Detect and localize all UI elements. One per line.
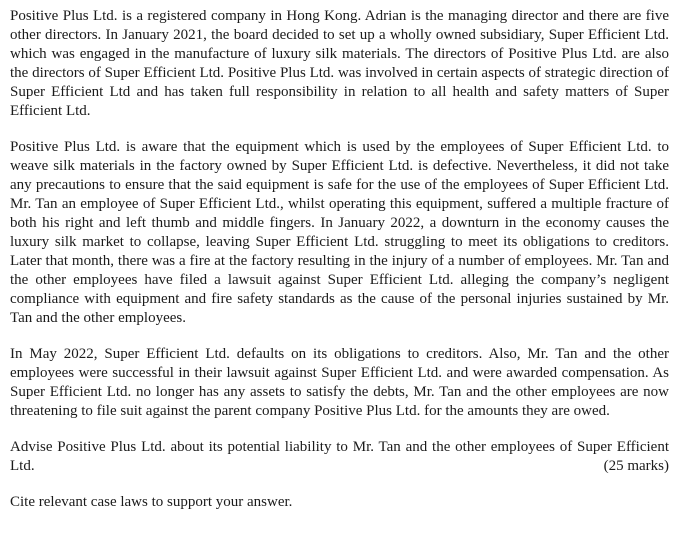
marks-label: (25 marks) [603, 458, 669, 474]
exam-question-text: Advise Positive Plus Ltd. about its potential liability to Mr. Tan and the other employees of Super Efficient Ltd. [10, 439, 669, 474]
paragraph-equipment-incident: Positive Plus Ltd. is aware that the equipment which is used by the employees of Super Efficient Ltd. to weave silk materials in the factory owned by Super Efficient Ltd. is defective. Nevertheless, it did not take any precautions to ensure that the said equipment is safe for the use of the employees of Super Efficient Ltd. Mr. Tan an employee of Super Efficient Ltd., whilst operating this equipment, suffered a multiple fracture of both his right and left thumb and middle fingers. In January 2022, a downturn in the economy causes the luxury silk market to collapse, leaving Super Efficient Ltd. struggling to meet its obligations to creditors. Later that month, there was a fire at the factory resulting in the injury of a number of employees. Mr. Tan and the other employees have filed a lawsuit against Super Efficient Ltd. alleging the company’s negligent compliance with equipment and fire safety standards as the cause of the personal injuries sustained by Mr. Tan and the other employees. [10, 139, 669, 326]
paragraph-citation-instruction: Cite relevant case laws to support your answer. [10, 494, 293, 510]
paragraph-exam-question [10, 438, 669, 476]
paragraph-company-background: Positive Plus Ltd. is a registered company in Hong Kong. Adrian is the managing director and there are five other directors. In January 2021, the board decided to set up a wholly owned subsidiary, Super Efficient Ltd. which was engaged in the manufacture of luxury silk materials. The directors of Positive Plus Ltd. are also the directors of Super Efficient Ltd. Positive Plus Ltd. was involved in certain aspects of strategic direction of Super Efficient Ltd and has taken full responsibility in relation to all health and safety matters of Super Efficient Ltd. [10, 8, 669, 119]
paragraph-default-and-lawsuit: In May 2022, Super Efficient Ltd. defaults on its obligations to creditors. Also, Mr. Tan and the other employees were successful in their lawsuit against Super Efficient Ltd. and were awarded compensation. As Super Efficient Ltd. no longer has any assets to satisfy the debts, Mr. Tan and the other employees are now threatening to file suit against the parent company Positive Plus Ltd. for the amounts they are owed. [10, 346, 669, 419]
